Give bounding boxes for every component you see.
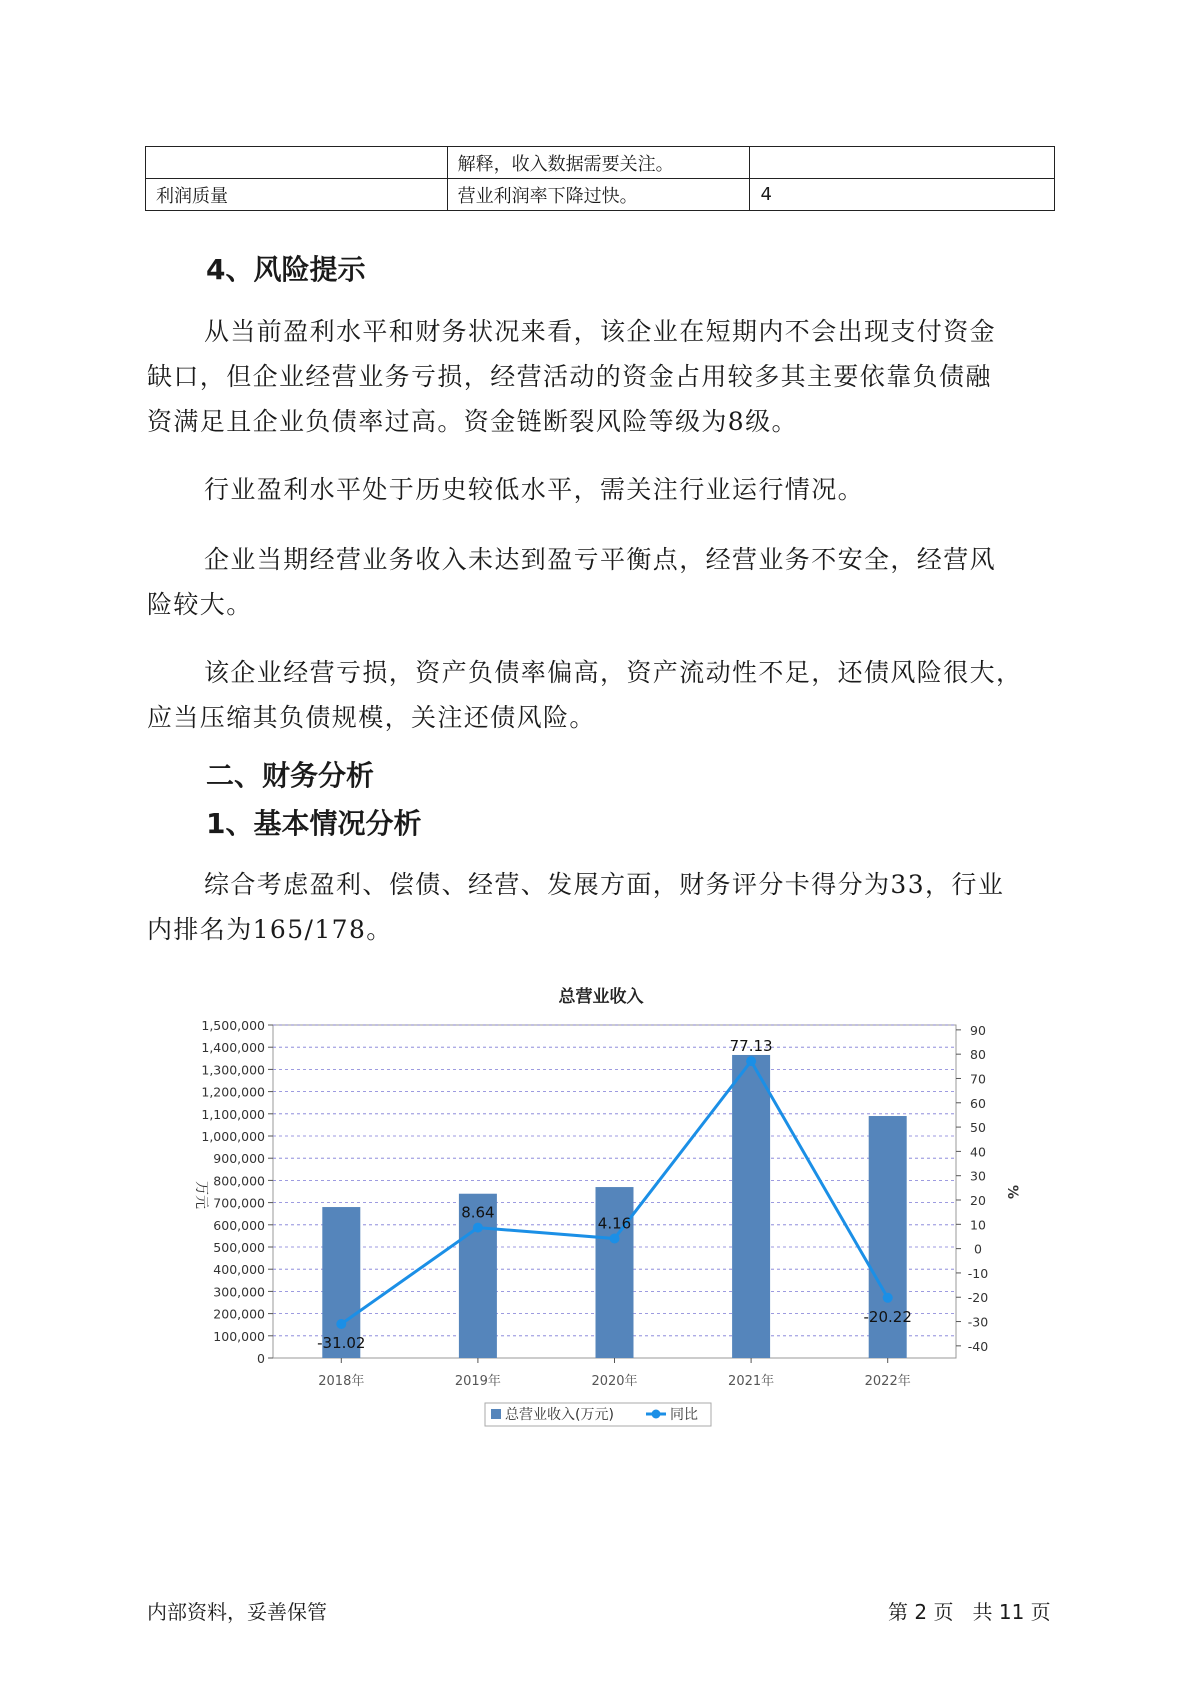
y2-tick-label: 40 bbox=[970, 1144, 986, 1160]
text-line: 资满足且企业负债率过高。资金链断裂风险等级为8级。 bbox=[147, 407, 798, 436]
y-tick-label: 1,300,000 bbox=[201, 1062, 265, 1078]
text-line: 从当前盈利水平和财务状况来看，该企业在短期内不会出现支付资金 bbox=[204, 317, 997, 346]
y2-tick-label: 20 bbox=[970, 1193, 986, 1209]
table-cell: 营业利润率下降过快。 bbox=[447, 179, 750, 211]
x-tick-label: 2021年 bbox=[728, 1374, 775, 1389]
y2-tick-label: 80 bbox=[970, 1047, 986, 1063]
data-label: -20.22 bbox=[863, 1307, 912, 1326]
text-line: 内排名为165/178。 bbox=[147, 915, 393, 944]
footer-page-number: 第 2 页 共 11 页 bbox=[888, 1600, 1051, 1624]
y-tick-label: 700,000 bbox=[213, 1195, 265, 1211]
text-line: 该企业经营亏损，资产负债率偏高，资产流动性不足，还债风险很大， bbox=[204, 658, 1023, 687]
y2-tick-label: 0 bbox=[974, 1241, 982, 1257]
y-tick-label: 1,000,000 bbox=[201, 1129, 265, 1144]
y2-tick-label: 10 bbox=[970, 1217, 986, 1233]
line-point bbox=[610, 1234, 620, 1244]
line-point bbox=[746, 1056, 756, 1066]
table-cell: 解释，收入数据需要关注。 bbox=[447, 147, 750, 179]
section-heading-financial: 二、财务分析 bbox=[206, 759, 375, 792]
bar bbox=[596, 1187, 634, 1358]
y2-axis-label: % bbox=[1004, 1184, 1020, 1200]
y-tick-label: 1,100,000 bbox=[201, 1106, 265, 1122]
table-cell: 利润质量 bbox=[146, 179, 448, 211]
y-tick-label: 200,000 bbox=[213, 1306, 265, 1322]
section-heading-risk: 4、风险提示 bbox=[206, 253, 366, 286]
subsection-heading-basic: 1、基本情况分析 bbox=[206, 807, 422, 840]
y2-tick-label: 30 bbox=[970, 1168, 986, 1184]
data-label: -31.02 bbox=[317, 1334, 366, 1353]
y-tick-label: 1,500,000 bbox=[201, 1018, 265, 1033]
y2-tick-label: 50 bbox=[970, 1120, 986, 1136]
y-tick-label: 300,000 bbox=[213, 1284, 265, 1300]
y2-tick-label: -20 bbox=[967, 1290, 989, 1306]
x-tick-label: 2020年 bbox=[591, 1374, 638, 1389]
y-tick-label: 500,000 bbox=[213, 1240, 265, 1255]
x-tick-label: 2019年 bbox=[454, 1374, 501, 1389]
y-tick-label: 0 bbox=[257, 1351, 265, 1366]
y-tick-label: 100,000 bbox=[213, 1328, 265, 1344]
line-point bbox=[336, 1319, 346, 1329]
text-line: 应当压缩其负债规模，关注还债风险。 bbox=[147, 703, 596, 732]
text-line: 综合考虑盈利、偿债、经营、发展方面，财务评分卡得分为33，行业 bbox=[204, 870, 1005, 899]
footer-confidential: 内部资料，妥善保管 bbox=[147, 1600, 327, 1624]
y2-tick-label: -10 bbox=[967, 1265, 989, 1281]
y2-tick-label: -40 bbox=[967, 1338, 989, 1354]
y2-tick-label: -30 bbox=[967, 1314, 989, 1330]
table-cell: 4 bbox=[750, 179, 1055, 211]
data-label: 77.13 bbox=[729, 1037, 773, 1056]
legend-swatch-bar bbox=[491, 1409, 501, 1419]
y-tick-label: 400,000 bbox=[213, 1262, 265, 1278]
y2-tick-label: 60 bbox=[970, 1095, 986, 1111]
y-tick-label: 800,000 bbox=[213, 1173, 265, 1189]
line-point bbox=[883, 1293, 893, 1303]
data-label: 4.16 bbox=[597, 1214, 632, 1233]
line-point bbox=[473, 1223, 483, 1233]
y-tick-label: 1,200,000 bbox=[201, 1084, 265, 1100]
y2-tick-label: 70 bbox=[970, 1071, 986, 1087]
legend-swatch-point bbox=[652, 1410, 661, 1419]
text-line: 企业当期经营业务收入未达到盈亏平衡点，经营业务不安全，经营风 bbox=[204, 545, 997, 574]
y-tick-label: 600,000 bbox=[213, 1217, 265, 1233]
x-tick-label: 2018年 bbox=[318, 1374, 365, 1389]
text-line: 缺口，但企业经营业务亏损，经营活动的资金占用较多其主要依靠负债融 bbox=[147, 362, 992, 391]
text-line: 险较大。 bbox=[147, 590, 253, 619]
data-label: 8.64 bbox=[461, 1203, 495, 1222]
legend-label-yoy: 同比 bbox=[670, 1407, 698, 1423]
y-tick-label: 900,000 bbox=[213, 1151, 265, 1167]
y-tick-label: 1,400,000 bbox=[201, 1040, 265, 1056]
legend-label-revenue: 总营业收入(万元) bbox=[505, 1407, 614, 1423]
risk-paragraph-2: 行业盈利水平处于历史较低水平，需关注行业运行情况。 bbox=[204, 475, 865, 504]
chart-title: 总营业收入 bbox=[558, 987, 644, 1007]
x-tick-label: 2022年 bbox=[864, 1374, 911, 1389]
y-axis-label: 万元 bbox=[193, 1181, 209, 1209]
bar bbox=[732, 1055, 770, 1358]
y2-tick-label: 90 bbox=[970, 1022, 986, 1038]
